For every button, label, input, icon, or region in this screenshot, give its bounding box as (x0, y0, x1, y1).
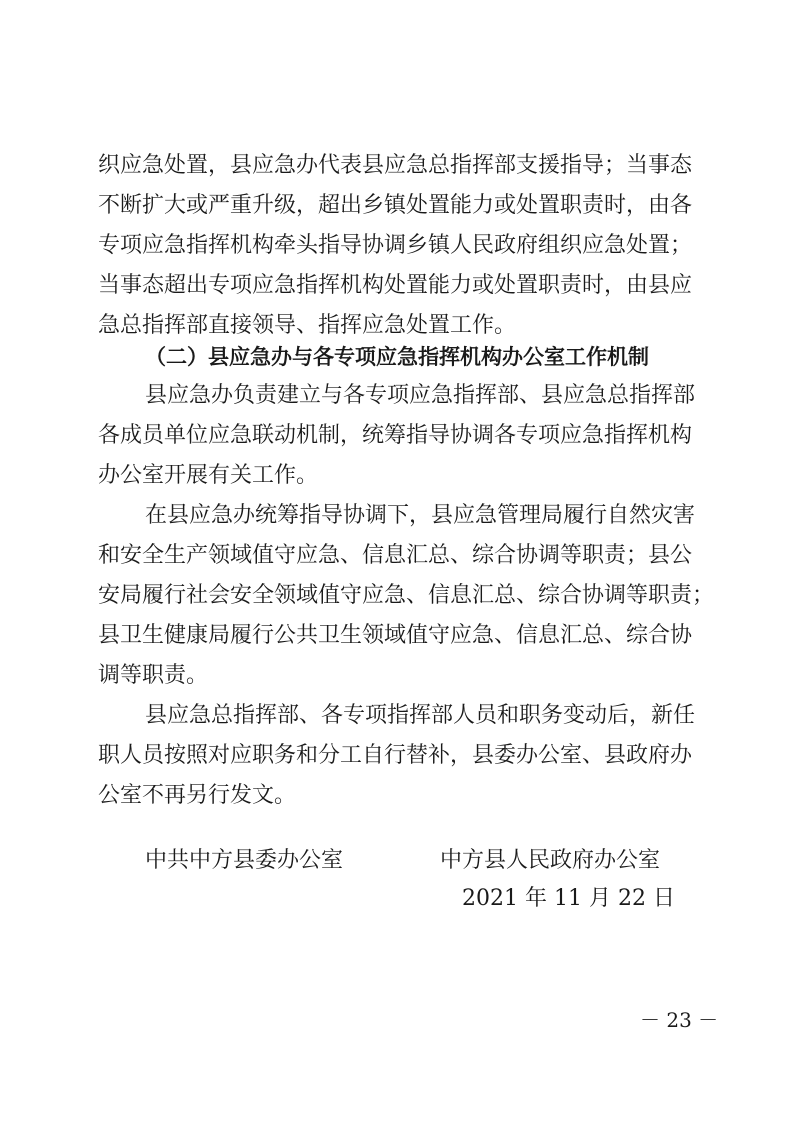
issue-date: 2021 年 11 月 22 日 (462, 886, 675, 911)
body-line-11: 和安全生产领域值守应急、信息汇总、综合协调等职责；县公 (98, 543, 693, 568)
body-line-13: 县卫生健康局履行公共卫生领域值守应急、信息汇总、综合协 (98, 623, 693, 648)
body-line-14: 调等职责。 (98, 663, 209, 688)
body-line-8: 各成员单位应急联动机制，统筹指导协调各专项应急指挥机构 (98, 423, 693, 448)
body-line-10: 在县应急办统筹指导协调下，县应急管理局履行自然灾害 (145, 503, 696, 528)
body-line-3: 专项应急指挥机构牵头指导协调乡镇人民政府组织应急处置； (98, 233, 693, 258)
body-line-7: 县应急办负责建立与各专项应急指挥部、县应急总指挥部 (145, 383, 696, 408)
body-line-16: 职人员按照对应职务和分工自行替补，县委办公室、县政府办 (98, 743, 693, 768)
page-number: － 23 － (640, 1008, 719, 1032)
body-line-17: 公室不再另行发文。 (98, 783, 297, 808)
body-line-9: 办公室开展有关工作。 (98, 463, 319, 488)
body-line-4: 当事态超出专项应急指挥机构处置能力或处置职责时，由县应 (98, 273, 693, 298)
body-line-2: 不断扩大或严重升级，超出乡镇处置能力或处置职责时，由各 (98, 193, 693, 218)
body-line-12: 安局履行社会安全领域值守应急、信息汇总、综合协调等职责； (98, 583, 715, 608)
section-heading: （二）县应急办与各专项应急指挥机构办公室工作机制 (145, 345, 649, 369)
issuer-right: 中方县人民政府办公室 (440, 848, 661, 873)
body-line-1: 织应急处置，县应急办代表县应急总指挥部支援指导；当事态 (98, 153, 693, 178)
body-line-15: 县应急总指挥部、各专项指挥部人员和职务变动后，新任 (145, 703, 696, 728)
body-line-5: 急总指挥部直接领导、指挥应急处置工作。 (98, 313, 517, 338)
issuer-left: 中共中方县委办公室 (145, 848, 344, 873)
